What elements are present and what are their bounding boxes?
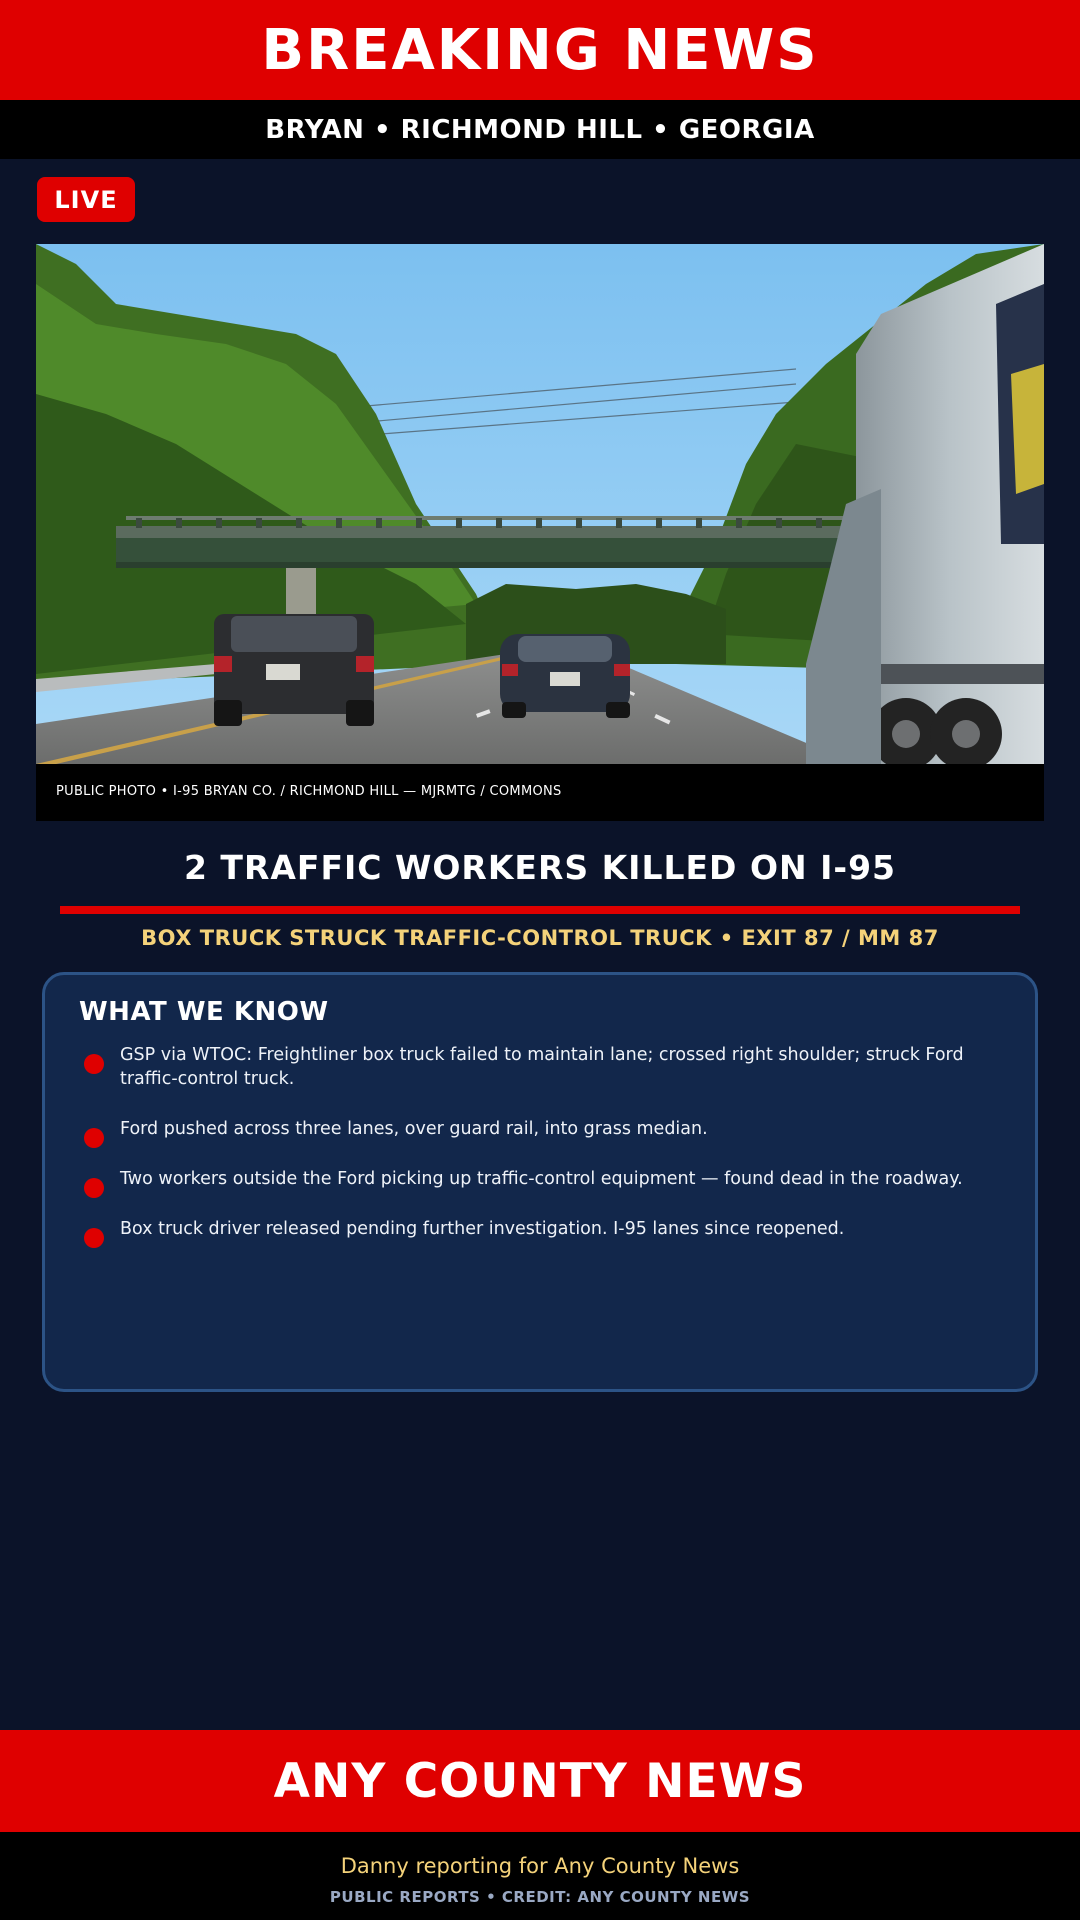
station-name: ANY COUNTY NEWS	[273, 1753, 807, 1809]
location-bar	[0, 100, 1080, 159]
list-item-text: Box truck driver released pending further investigation. I-95 lanes since reopened.	[120, 1219, 845, 1239]
what-we-know-panel	[42, 972, 1038, 1392]
highway-photo	[36, 244, 1044, 764]
what-we-know-title: WHAT WE KNOW	[79, 997, 329, 1027]
footer	[0, 1832, 1080, 1920]
list-item-text: GSP via WTOC: Freightliner box truck failed to maintain lane; crossed right shoulder; struck Ford traffic-control truck.	[120, 1045, 964, 1089]
live-badge: LIVE	[37, 177, 135, 222]
list-item-text: Two workers outside the Ford picking up traffic-control equipment — found dead in the roadway.	[120, 1169, 963, 1189]
bullet-dot-icon	[84, 1228, 104, 1248]
breaking-news-banner	[0, 0, 1080, 100]
bullet-dot-icon	[84, 1054, 104, 1074]
news-photo-frame	[36, 244, 1044, 821]
list-item	[45, 1217, 1035, 1241]
bullet-dot-icon	[84, 1128, 104, 1148]
reporter-line: Danny reporting for Any County News	[340, 1854, 740, 1878]
photo-caption: PUBLIC PHOTO • I-95 BRYAN CO. / RICHMOND HILL — MJRMTG / COMMONS	[56, 784, 562, 799]
list-item	[45, 1117, 1035, 1141]
what-we-know-list	[45, 1043, 1035, 1267]
location-text: BRYAN • RICHMOND HILL • GEORGIA	[265, 114, 815, 145]
highway-scene-illustration	[36, 244, 1044, 764]
list-item	[45, 1043, 1035, 1091]
breaking-news-title: BREAKING NEWS	[261, 17, 819, 83]
story-headline: 2 TRAFFIC WORKERS KILLED ON I-95	[183, 848, 896, 887]
list-item	[45, 1167, 1035, 1191]
headline-divider	[60, 906, 1020, 914]
list-item-text: Ford pushed across three lanes, over guard rail, into grass median.	[120, 1119, 708, 1139]
story-subhead: BOX TRUCK STRUCK TRAFFIC-CONTROL TRUCK • EXIT 87 / MM 87	[141, 926, 939, 950]
bullet-dot-icon	[84, 1178, 104, 1198]
credit-line: PUBLIC REPORTS • CREDIT: ANY COUNTY NEWS	[329, 1888, 751, 1906]
station-banner	[0, 1730, 1080, 1832]
